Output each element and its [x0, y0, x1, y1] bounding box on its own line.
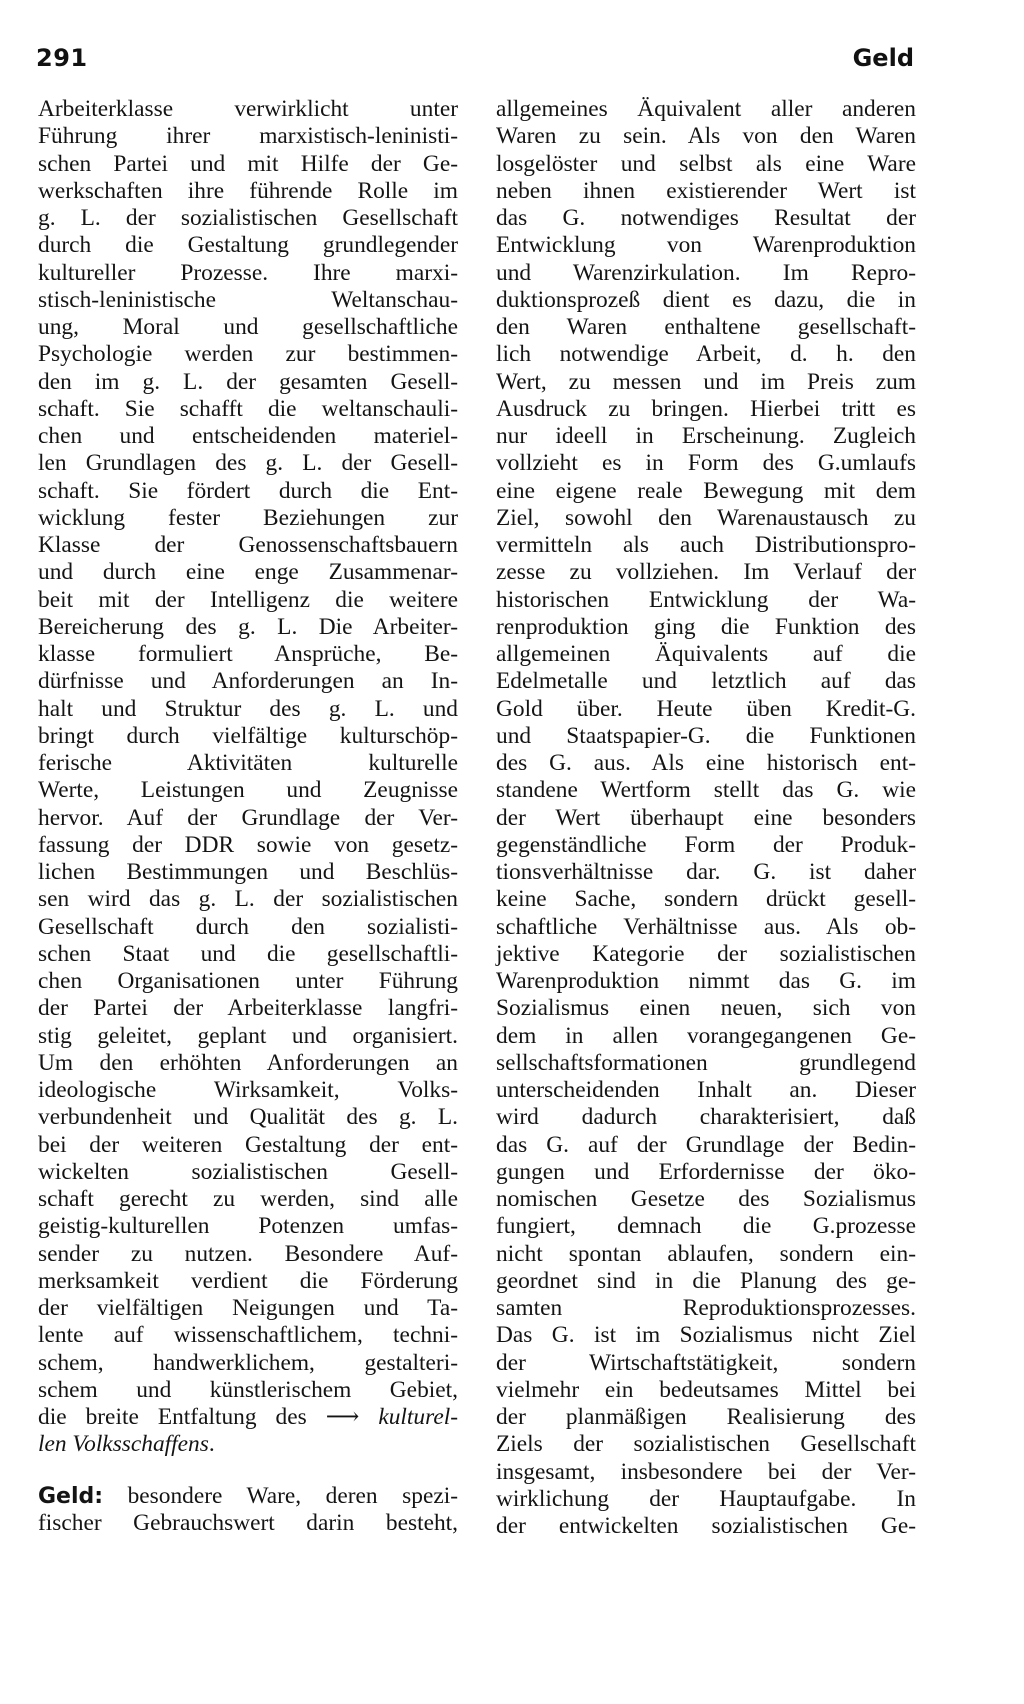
text-line: schaft gerecht zu werden, sind alle	[38, 1186, 458, 1212]
text-line: Ziel, sowohl den Warenaustausch zu	[496, 504, 916, 531]
text-line: geordnet sind in die Planung des ge-	[496, 1267, 916, 1294]
text-line: Ausdruck zu bringen. Hierbei tritt es	[496, 395, 916, 422]
text-line: den Waren enthaltene gesellschaft-	[496, 314, 916, 340]
text-line: Warenproduktion nimmt das G. im	[496, 968, 916, 994]
text-line: samten Reproduktionsprozesses.	[496, 1295, 916, 1321]
text-line: merksamkeit verdient die Förderung	[38, 1267, 458, 1294]
text-line: fassung der DDR sowie von gesetz-	[38, 831, 458, 858]
text-line: jektive Kategorie der sozialistischen	[496, 940, 916, 967]
text-line: und Warenzirkulation. Im Repro-	[496, 259, 916, 286]
text-line: lich notwendige Arbeit, d. h. den	[496, 341, 916, 368]
text-line: dürfnisse und Anforderungen an In-	[38, 668, 458, 695]
text-line: wickelten sozialistischen Gesell-	[38, 1158, 458, 1185]
text-line: allgemeines Äquivalent aller anderen	[496, 96, 916, 122]
text-line: insgesamt, insbesondere bei der Ver-	[496, 1458, 916, 1485]
text-line: Führung ihrer marxistisch-leninisti-	[38, 123, 458, 150]
text-line: der planmäßigen Realisierung des	[496, 1404, 916, 1430]
text-line: Psychologie werden zur bestimmen-	[38, 341, 458, 368]
text-line: halt und Struktur des g. L. und	[38, 695, 458, 722]
text-line: schaft. Sie schafft die weltanschauli-	[38, 395, 458, 422]
text-line: gungen und Erfordernisse der öko-	[496, 1158, 916, 1185]
text-line: verbundenheit und Qualität des g. L.	[38, 1104, 458, 1131]
text-line: nur ideell in Erscheinung. Zugleich	[496, 423, 916, 449]
text-line: neben ihnen existierender Wert ist	[496, 177, 916, 204]
text-line: den im g. L. der gesamten Gesell-	[38, 368, 458, 395]
text-line: fischer Gebrauchswert darin besteht,	[38, 1509, 458, 1536]
text-line: werkschaften ihre führende Rolle im	[38, 177, 458, 204]
text-line: dem in allen vorangegangenen Ge-	[496, 1022, 916, 1049]
text-line: der Wirtschaftstätigkeit, sondern	[496, 1349, 916, 1376]
text-line: das G. auf der Grundlage der Bedin-	[496, 1131, 916, 1158]
text-line: schem, handwerklichem, gestalteri-	[38, 1349, 458, 1376]
text-line: der Partei der Arbeiterklasse langfri-	[38, 995, 458, 1022]
text-line: chen und entscheidenden materiel-	[38, 423, 458, 449]
text-line: vollzieht es in Form des G.umlaufs	[496, 450, 916, 477]
text-line: ferische Aktivitäten kulturelle	[38, 750, 458, 776]
text-line: durch die Gestaltung grundlegender	[38, 232, 458, 259]
text-line: des G. aus. Als eine historisch ent-	[496, 750, 916, 776]
text-line: nicht spontan ablaufen, sondern ein-	[496, 1240, 916, 1267]
text-fragment: .	[208, 1431, 215, 1458]
text-line: Um den erhöhten Anforderungen an	[38, 1049, 458, 1076]
text-line: schen Partei und mit Hilfe der Ge-	[38, 150, 458, 177]
text-line: wicklung fester Beziehungen zur	[38, 504, 458, 531]
text-line: das G. notwendiges Resultat der	[496, 205, 916, 231]
text-line: Sozialismus einen neuen, sich von	[496, 995, 916, 1022]
cross-reference-arrow: ⟶	[325, 1404, 360, 1430]
text-line: wird dadurch charakterisiert, daß	[496, 1104, 916, 1131]
text-line: und durch eine enge Zusammenar-	[38, 559, 458, 586]
text-line: schaft. Sie fördert durch die Ent-	[38, 477, 458, 504]
text-line: tionsverhältnisse dar. G. ist daher	[496, 859, 916, 885]
text-line: g. L. der sozialistischen Gesellschaft	[38, 205, 458, 231]
text-line: wirklichung der Hauptaufgabe. In	[496, 1485, 916, 1512]
cross-reference-link[interactable]: len Volksschaffens	[38, 1431, 209, 1458]
entry-definition-start: besondere Ware, deren spezi-	[103, 1482, 458, 1509]
text-line: losgelöster und selbst als eine Ware	[496, 150, 916, 177]
text-line: und Staatspapier-G. die Funktionen	[496, 722, 916, 749]
text-line	[38, 1404, 458, 1431]
text-line: Bereicherung des g. L. Die Arbeiter-	[38, 613, 458, 640]
text-line: sen wird das g. L. der sozialistischen	[38, 886, 458, 913]
text-line: Edelmetalle und letztlich auf das	[496, 668, 916, 695]
text-line: vielmehr ein bedeutsames Mittel bei	[496, 1376, 916, 1403]
text-line: duktionsprozeß dient es dazu, die in	[496, 286, 916, 313]
text-line: Gold über. Heute üben Kredit-G.	[496, 695, 916, 722]
text-line: Das G. ist im Sozialismus nicht Ziel	[496, 1322, 916, 1349]
text-line: historischen Entwicklung der Wa-	[496, 586, 916, 613]
text-line: der entwickelten sozialistischen Ge-	[496, 1513, 916, 1539]
text-line: zesse zu vollziehen. Im Verlauf der	[496, 559, 916, 586]
text-line: eine eigene reale Bewegung mit dem	[496, 477, 916, 504]
text-line: unterscheidenden Inhalt an. Dieser	[496, 1077, 916, 1103]
text-line: kultureller Prozesse. Ihre marxi-	[38, 259, 458, 286]
text-fragment: die breite Entfaltung des	[38, 1404, 307, 1430]
text-line: lente auf wissenschaftlichem, techni-	[38, 1322, 458, 1349]
text-line: Werte, Leistungen und Zeugnisse	[38, 777, 458, 804]
text-line: der vielfältigen Neigungen und Ta-	[38, 1295, 458, 1321]
text-line: schem und künstlerischem Gebiet,	[38, 1376, 458, 1403]
text-line: beit mit der Intelligenz die weitere	[38, 586, 458, 613]
text-line: Wert, zu messen und im Preis zum	[496, 368, 916, 395]
text-line: der Wert überhaupt eine besonders	[496, 804, 916, 831]
text-line: Entwicklung von Warenproduktion	[496, 232, 916, 259]
text-line: nomischen Gesetze des Sozialismus	[496, 1186, 916, 1212]
text-line: schen Staat und die gesellschaftli-	[38, 940, 458, 967]
text-line: keine Sache, sondern drückt gesell-	[496, 886, 916, 913]
right-column	[496, 96, 916, 1540]
text-line: renproduktion ging die Funktion des	[496, 613, 916, 640]
text-line: Ziels der sozialistischen Gesellschaft	[496, 1431, 916, 1458]
text-line: vermitteln als auch Distributionspro-	[496, 532, 916, 558]
page-number: 291	[36, 44, 88, 72]
text-line: lichen Bestimmungen und Beschlüs-	[38, 859, 458, 885]
entry-term: Geld:	[38, 1483, 104, 1509]
text-line: ung, Moral und gesellschaftliche	[38, 314, 458, 340]
text-line: fungiert, demnach die G.prozesse	[496, 1213, 916, 1240]
text-line	[38, 1431, 458, 1458]
running-head: Geld	[852, 44, 914, 72]
text-line: ideologische Wirksamkeit, Volks-	[38, 1077, 458, 1103]
cross-reference-link[interactable]: kulturel-	[378, 1404, 459, 1430]
entry-start-line	[38, 1483, 458, 1510]
text-line: Arbeiterklasse verwirklicht unter	[38, 96, 458, 122]
text-line: len Grundlagen des g. L. der Gesell-	[38, 450, 458, 477]
text-line: sender zu nutzen. Besondere Auf-	[38, 1240, 458, 1267]
text-line: schaftliche Verhältnisse aus. Als ob-	[496, 913, 916, 940]
text-line: Gesellschaft durch den sozialisti-	[38, 913, 458, 940]
text-line: bei der weiteren Gestaltung der ent-	[38, 1131, 458, 1158]
text-line: hervor. Auf der Grundlage der Ver-	[38, 804, 458, 831]
text-line: Waren zu sein. Als von den Waren	[496, 123, 916, 150]
text-line: geistig-kulturellen Potenzen umfas-	[38, 1213, 458, 1240]
continued-entry-text	[38, 96, 458, 1404]
text-line: bringt durch vielfältige kulturschöp-	[38, 722, 458, 749]
text-line: standene Wertform stellt das G. wie	[496, 777, 916, 804]
text-line: gegenständliche Form der Produk-	[496, 831, 916, 858]
paragraph-gap	[38, 1459, 458, 1483]
text-line: klasse formuliert Ansprüche, Be-	[38, 641, 458, 667]
text-line: allgemeinen Äquivalents auf die	[496, 641, 916, 667]
text-line: chen Organisationen unter Führung	[38, 968, 458, 994]
text-line: stig geleitet, geplant und organisiert.	[38, 1022, 458, 1049]
text-line: stisch-leninistische Weltanschau-	[38, 286, 458, 313]
text-line: Klasse der Genossenschaftsbauern	[38, 532, 458, 558]
left-column	[38, 96, 458, 1537]
text-line: sellschaftsformationen grundlegend	[496, 1049, 916, 1076]
